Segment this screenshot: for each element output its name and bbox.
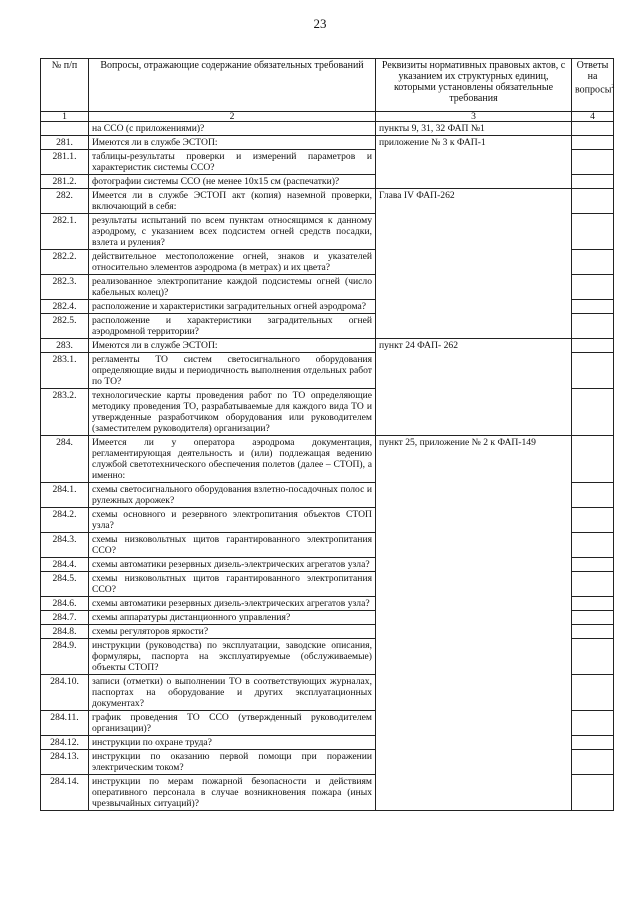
row-answer-cell[interactable] <box>572 300 614 314</box>
row-reference <box>376 250 572 275</box>
table-row <box>41 250 614 275</box>
table-row <box>41 339 614 353</box>
table-row <box>41 353 614 389</box>
row-answer-cell[interactable] <box>572 353 614 389</box>
row-question: регламенты ТО систем светосигнального оборудования определяющие виды и периодичность выполнения отдельных работ по ТО? <box>89 353 376 389</box>
row-number: 284.2. <box>41 508 89 533</box>
row-answer-cell[interactable] <box>572 314 614 339</box>
row-question: Имеются ли в службе ЭСТОП: <box>89 136 376 150</box>
row-number: 282.4. <box>41 300 89 314</box>
row-answer-cell[interactable] <box>572 639 614 675</box>
row-question: результаты испытаний по всем пунктам относящимся к данному аэродрому, с указанием всех подсистем огней средств посадки, взлета и руления? <box>89 214 376 250</box>
table-row <box>41 150 614 175</box>
row-question: действительное местоположение огней, знаков и указателей относительно элементов аэродрома (в метрах) и их цвета? <box>89 250 376 275</box>
row-answer-cell[interactable] <box>572 250 614 275</box>
row-number: 284.1. <box>41 483 89 508</box>
row-question: технологические карты проведения работ по ТО определяющие методику проведения ТО, разрабатываемые для каждого вида ТО и утвержденные разработчиком оборудования или руководителем (заместителем руководителя) организации? <box>89 389 376 436</box>
row-answer-cell[interactable] <box>572 675 614 711</box>
row-reference <box>376 597 572 611</box>
row-question: схемы автоматики резервных дизель-электрических агрегатов узла? <box>89 597 376 611</box>
row-answer-cell[interactable] <box>572 214 614 250</box>
row-answer-cell[interactable] <box>572 483 614 508</box>
table-row <box>41 122 614 136</box>
row-reference <box>376 639 572 675</box>
row-answer-cell[interactable] <box>572 339 614 353</box>
header-questions: Вопросы, отражающие содержание обязательных требований <box>89 59 376 112</box>
row-number: 284. <box>41 436 89 483</box>
row-answer-cell[interactable] <box>572 625 614 639</box>
row-answer-cell[interactable] <box>572 508 614 533</box>
row-reference <box>376 736 572 750</box>
row-number: 282. <box>41 189 89 214</box>
header-answers-text: Ответы на вопросы <box>575 60 612 96</box>
row-reference <box>376 353 572 389</box>
row-question: схемы автоматики резервных дизель-электрических агрегатов узла? <box>89 558 376 572</box>
row-answer-cell[interactable] <box>572 750 614 775</box>
row-reference <box>376 389 572 436</box>
row-answer-cell[interactable] <box>572 389 614 436</box>
row-question: записи (отметки) о выполнении ТО в соответствующих журналах, паспортах на оборудование и других эксплуатационных документах? <box>89 675 376 711</box>
row-answer-cell[interactable] <box>572 736 614 750</box>
header-number: № п/п <box>41 59 89 112</box>
row-question: на ССО (с приложениями)? <box>89 122 376 136</box>
table-header-row <box>41 59 614 112</box>
table-row <box>41 572 614 597</box>
row-reference <box>376 572 572 597</box>
row-question: схемы низковольтных щитов гарантированного электропитания ССО? <box>89 533 376 558</box>
row-reference: пункты 9, 31, 32 ФАП №1 <box>376 122 572 136</box>
row-answer-cell[interactable] <box>572 175 614 189</box>
row-question: Имеется ли у оператора аэродрома документация, регламентирующая деятельность и (или) подлежащая ведению службой светотехнического обеспечения полетов (далее – СТОП), а именно: <box>89 436 376 483</box>
row-number: 284.5. <box>41 572 89 597</box>
table-row <box>41 508 614 533</box>
row-number: 283.1. <box>41 353 89 389</box>
row-question: реализованное электропитание каждой подсистемы огней (число кабельных колец)? <box>89 275 376 300</box>
row-reference <box>376 558 572 572</box>
table-row <box>41 275 614 300</box>
row-question: схемы низковольтных щитов гарантированного электропитания ССО? <box>89 572 376 597</box>
row-reference: пункт 25, приложение № 2 к ФАП-149 <box>376 436 572 483</box>
row-reference <box>376 483 572 508</box>
row-number: 283.2. <box>41 389 89 436</box>
row-question: расположение и характеристики заградительных огней аэродрома? <box>89 300 376 314</box>
table-row <box>41 483 614 508</box>
row-reference <box>376 775 572 811</box>
row-answer-cell[interactable] <box>572 572 614 597</box>
row-number: 282.1. <box>41 214 89 250</box>
table-row <box>41 436 614 483</box>
row-question: схемы регуляторов яркости? <box>89 625 376 639</box>
row-answer-cell[interactable] <box>572 136 614 150</box>
row-question: Имеются ли в службе ЭСТОП: <box>89 339 376 353</box>
row-number: 284.14. <box>41 775 89 811</box>
table-row <box>41 597 614 611</box>
row-reference <box>376 300 572 314</box>
row-reference <box>376 150 572 175</box>
row-answer-cell[interactable] <box>572 122 614 136</box>
table-row <box>41 775 614 811</box>
table-row <box>41 314 614 339</box>
row-number: 282.3. <box>41 275 89 300</box>
table-row <box>41 300 614 314</box>
table-row <box>41 750 614 775</box>
row-number: 284.4. <box>41 558 89 572</box>
row-number: 284.10. <box>41 675 89 711</box>
column-number: 3 <box>376 112 572 122</box>
row-number: 284.3. <box>41 533 89 558</box>
table-row <box>41 711 614 736</box>
row-number: 284.9. <box>41 639 89 675</box>
row-reference <box>376 625 572 639</box>
table-row <box>41 639 614 675</box>
row-answer-cell[interactable] <box>572 150 614 175</box>
table-row <box>41 611 614 625</box>
row-question: схемы светосигнального оборудования взлетно-посадочных полос и рулежных дорожек? <box>89 483 376 508</box>
row-number: 281. <box>41 136 89 150</box>
row-answer-cell[interactable] <box>572 533 614 558</box>
row-number: 284.7. <box>41 611 89 625</box>
row-question: инструкции по мерам пожарной безопасности и действиям оперативного персонала в случае возникновения пожара (иных чрезвычайных ситуаций)? <box>89 775 376 811</box>
footnote-marker: 2 <box>611 84 615 90</box>
row-question: расположение и характеристики заградительных огней аэродромной территории? <box>89 314 376 339</box>
row-answer-cell[interactable] <box>572 189 614 214</box>
row-reference <box>376 711 572 736</box>
row-question: график проведения ТО ССО (утвержденный руководителем организации)? <box>89 711 376 736</box>
table-row <box>41 625 614 639</box>
row-number: 284.13. <box>41 750 89 775</box>
header-references: Реквизиты нормативных правовых актов, с указанием их структурных единиц, которыми установлены обязательные требования <box>376 59 572 112</box>
row-question: инструкции (руководства) по эксплуатации, заводские описания, формуляры, паспорта на эксплуатируемые (обслуживаемые) объекты СТОП? <box>89 639 376 675</box>
row-question: инструкции по охране труда? <box>89 736 376 750</box>
row-reference: Глава IV ФАП-262 <box>376 189 572 214</box>
table-row <box>41 175 614 189</box>
header-answers <box>572 59 614 112</box>
row-number: 282.2. <box>41 250 89 275</box>
table-body <box>41 122 614 811</box>
row-reference <box>376 611 572 625</box>
row-reference <box>376 175 572 189</box>
row-question: таблицы-результаты проверки и измерений параметров и характеристик системы ССО? <box>89 150 376 175</box>
table-row <box>41 558 614 572</box>
column-number-row <box>41 112 614 122</box>
row-reference <box>376 314 572 339</box>
row-question: Имеется ли в службе ЭСТОП акт (копия) наземной проверки, включающий в себя: <box>89 189 376 214</box>
column-number: 1 <box>41 112 89 122</box>
row-reference <box>376 508 572 533</box>
page-number: 23 <box>313 16 327 31</box>
column-number: 4 <box>572 112 614 122</box>
row-reference: пункт 24 ФАП- 262 <box>376 339 572 353</box>
row-answer-cell[interactable] <box>572 275 614 300</box>
table-row <box>41 214 614 250</box>
table-row <box>41 736 614 750</box>
row-question: фотографии системы ССО (не менее 10х15 см (распечатки)? <box>89 175 376 189</box>
table-row <box>41 136 614 150</box>
row-number: 282.5. <box>41 314 89 339</box>
row-number: 283. <box>41 339 89 353</box>
requirements-table <box>40 58 614 811</box>
row-question: схемы аппаратуры дистанционного управления? <box>89 611 376 625</box>
row-answer-cell[interactable] <box>572 775 614 811</box>
row-question: инструкции по оказанию первой помощи при поражении электрическим током? <box>89 750 376 775</box>
row-reference <box>376 675 572 711</box>
row-answer-cell[interactable] <box>572 597 614 611</box>
row-reference <box>376 214 572 250</box>
table-row <box>41 675 614 711</box>
row-number: 281.2. <box>41 175 89 189</box>
row-number: 281.1. <box>41 150 89 175</box>
row-reference <box>376 750 572 775</box>
row-number <box>41 122 89 136</box>
row-number: 284.11. <box>41 711 89 736</box>
table-row <box>41 389 614 436</box>
row-reference <box>376 275 572 300</box>
table-row <box>41 189 614 214</box>
row-answer-cell[interactable] <box>572 436 614 483</box>
row-answer-cell[interactable] <box>572 711 614 736</box>
row-answer-cell[interactable] <box>572 558 614 572</box>
row-number: 284.8. <box>41 625 89 639</box>
table-row <box>41 533 614 558</box>
row-reference: приложение № 3 к ФАП-1 <box>376 136 572 150</box>
row-answer-cell[interactable] <box>572 611 614 625</box>
row-number: 284.12. <box>41 736 89 750</box>
column-number: 2 <box>89 112 376 122</box>
row-number: 284.6. <box>41 597 89 611</box>
row-question: схемы основного и резервного электропитания объектов СТОП узла? <box>89 508 376 533</box>
row-reference <box>376 533 572 558</box>
